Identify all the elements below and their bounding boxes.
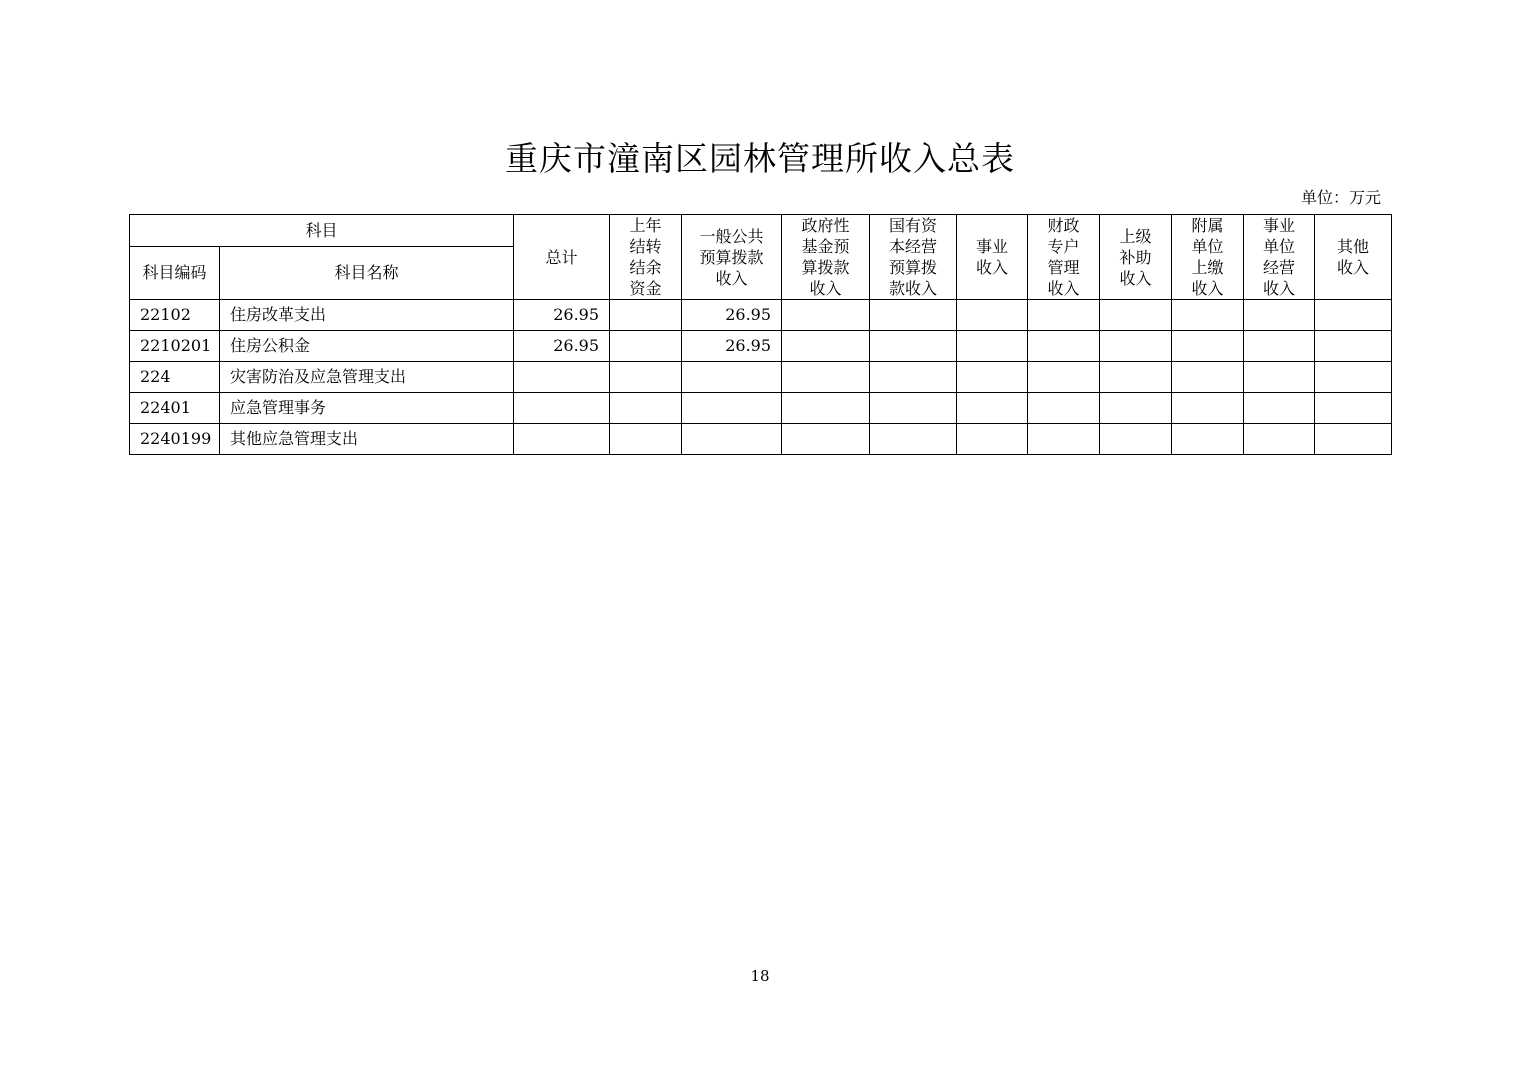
header-other-income (1315, 215, 1392, 300)
cell-operating-income (1244, 362, 1315, 393)
cell-other-income (1315, 331, 1392, 362)
header-state-capital (870, 215, 957, 300)
header-line: 财政 (1047, 216, 1080, 235)
table-row (130, 331, 1392, 362)
header-line: 收入 (715, 268, 748, 288)
header-operating-income (1244, 215, 1315, 300)
header-line: 收入 (976, 258, 1009, 277)
header-line: 单位 (1263, 237, 1296, 256)
cell-other-income (1315, 300, 1392, 331)
cell-other-income (1315, 393, 1392, 424)
cell-general-budget (682, 393, 782, 424)
header-line: 经营 (1263, 258, 1296, 277)
cell-superior-subsidy (1100, 362, 1172, 393)
cell-total (514, 362, 610, 393)
cell-name: 住房公积金 (220, 331, 514, 362)
cell-code: 224 (130, 362, 220, 393)
cell-affiliated-payment (1172, 424, 1244, 455)
header-line: 补助 (1119, 247, 1152, 267)
header-line: 管理 (1047, 258, 1080, 277)
cell-carryover (610, 331, 682, 362)
cell-total (514, 424, 610, 455)
header-line: 预算拨 (889, 258, 938, 277)
header-fiscal-account (1028, 215, 1100, 300)
cell-gov-fund (782, 362, 870, 393)
cell-general-budget: 26.95 (682, 331, 782, 362)
cell-gov-fund (782, 331, 870, 362)
table-row (130, 362, 1392, 393)
cell-state-capital (870, 424, 957, 455)
cell-fiscal-account (1028, 393, 1100, 424)
cell-superior-subsidy (1100, 300, 1172, 331)
header-line: 预算拨款 (699, 247, 764, 267)
cell-affiliated-payment (1172, 300, 1244, 331)
table-row (130, 300, 1392, 331)
cell-name: 住房改革支出 (220, 300, 514, 331)
header-gov-fund (782, 215, 870, 300)
cell-fiscal-account (1028, 300, 1100, 331)
cell-carryover (610, 362, 682, 393)
cell-general-budget: 26.95 (682, 300, 782, 331)
cell-carryover (610, 300, 682, 331)
header-line: 收入 (809, 279, 842, 298)
income-summary-table (129, 214, 1392, 455)
cell-fiscal-account (1028, 424, 1100, 455)
page-title: 重庆市潼南区园林管理所收入总表 (505, 139, 1015, 178)
header-line: 单位 (1191, 237, 1224, 256)
cell-code: 22102 (130, 300, 220, 331)
cell-state-capital (870, 300, 957, 331)
cell-business-income (957, 393, 1028, 424)
cell-name: 应急管理事务 (220, 393, 514, 424)
cell-state-capital (870, 362, 957, 393)
cell-business-income (957, 300, 1028, 331)
cell-state-capital (870, 393, 957, 424)
header-line: 专户 (1047, 237, 1080, 256)
header-line: 本经营 (889, 237, 938, 256)
header-line: 附属 (1191, 216, 1224, 235)
header-line: 上级 (1119, 226, 1152, 246)
cell-code: 2210201 (130, 331, 220, 362)
header-line: 资金 (629, 279, 662, 298)
header-line: 算拨款 (801, 258, 850, 277)
header-name: 科目名称 (220, 246, 514, 299)
header-line: 上年 (629, 216, 662, 235)
cell-state-capital (870, 331, 957, 362)
cell-fiscal-account (1028, 331, 1100, 362)
table-row (130, 424, 1392, 455)
cell-operating-income (1244, 424, 1315, 455)
cell-operating-income (1244, 331, 1315, 362)
cell-superior-subsidy (1100, 331, 1172, 362)
cell-name: 其他应急管理支出 (220, 424, 514, 455)
header-line: 事业 (1263, 216, 1296, 235)
cell-gov-fund (782, 424, 870, 455)
header-line: 收入 (1119, 268, 1152, 288)
cell-business-income (957, 362, 1028, 393)
cell-total: 26.95 (514, 300, 610, 331)
cell-superior-subsidy (1100, 424, 1172, 455)
cell-gov-fund (782, 300, 870, 331)
header-line: 结余 (629, 258, 662, 277)
header-line: 收入 (1337, 258, 1370, 277)
page-number: 18 (750, 967, 770, 985)
cell-other-income (1315, 362, 1392, 393)
header-line: 事业 (976, 237, 1009, 256)
header-code: 科目编码 (130, 246, 220, 299)
cell-general-budget (682, 362, 782, 393)
header-general-budget (682, 215, 782, 300)
header-line: 结转 (629, 237, 662, 256)
unit-label: 单位：万元 (1300, 188, 1381, 207)
cell-superior-subsidy (1100, 393, 1172, 424)
header-line: 收入 (1263, 279, 1296, 298)
header-line: 政府性 (801, 216, 850, 235)
cell-affiliated-payment (1172, 331, 1244, 362)
cell-affiliated-payment (1172, 393, 1244, 424)
cell-code: 2240199 (130, 424, 220, 455)
header-line: 上缴 (1191, 258, 1224, 277)
cell-operating-income (1244, 300, 1315, 331)
cell-general-budget (682, 424, 782, 455)
cell-name: 灾害防治及应急管理支出 (220, 362, 514, 393)
cell-carryover (610, 424, 682, 455)
header-subject: 科目 (130, 215, 514, 247)
cell-business-income (957, 331, 1028, 362)
header-line: 其他 (1337, 237, 1370, 256)
header-line: 收入 (1191, 279, 1224, 298)
table-row (130, 393, 1392, 424)
cell-carryover (610, 393, 682, 424)
header-row-top (130, 215, 1392, 247)
cell-other-income (1315, 424, 1392, 455)
cell-business-income (957, 424, 1028, 455)
cell-operating-income (1244, 393, 1315, 424)
header-affiliated-payment (1172, 215, 1244, 300)
cell-total (514, 393, 610, 424)
header-line: 基金预 (801, 237, 850, 256)
cell-fiscal-account (1028, 362, 1100, 393)
header-line: 国有资 (889, 216, 938, 235)
header-superior-subsidy (1100, 215, 1172, 300)
header-line: 收入 (1047, 279, 1080, 298)
cell-affiliated-payment (1172, 362, 1244, 393)
cell-total: 26.95 (514, 331, 610, 362)
header-line: 款收入 (889, 279, 938, 298)
cell-gov-fund (782, 393, 870, 424)
header-carryover (610, 215, 682, 300)
header-business-income (957, 215, 1028, 300)
header-line: 一般公共 (699, 226, 764, 246)
header-total: 总计 (514, 215, 610, 300)
cell-code: 22401 (130, 393, 220, 424)
